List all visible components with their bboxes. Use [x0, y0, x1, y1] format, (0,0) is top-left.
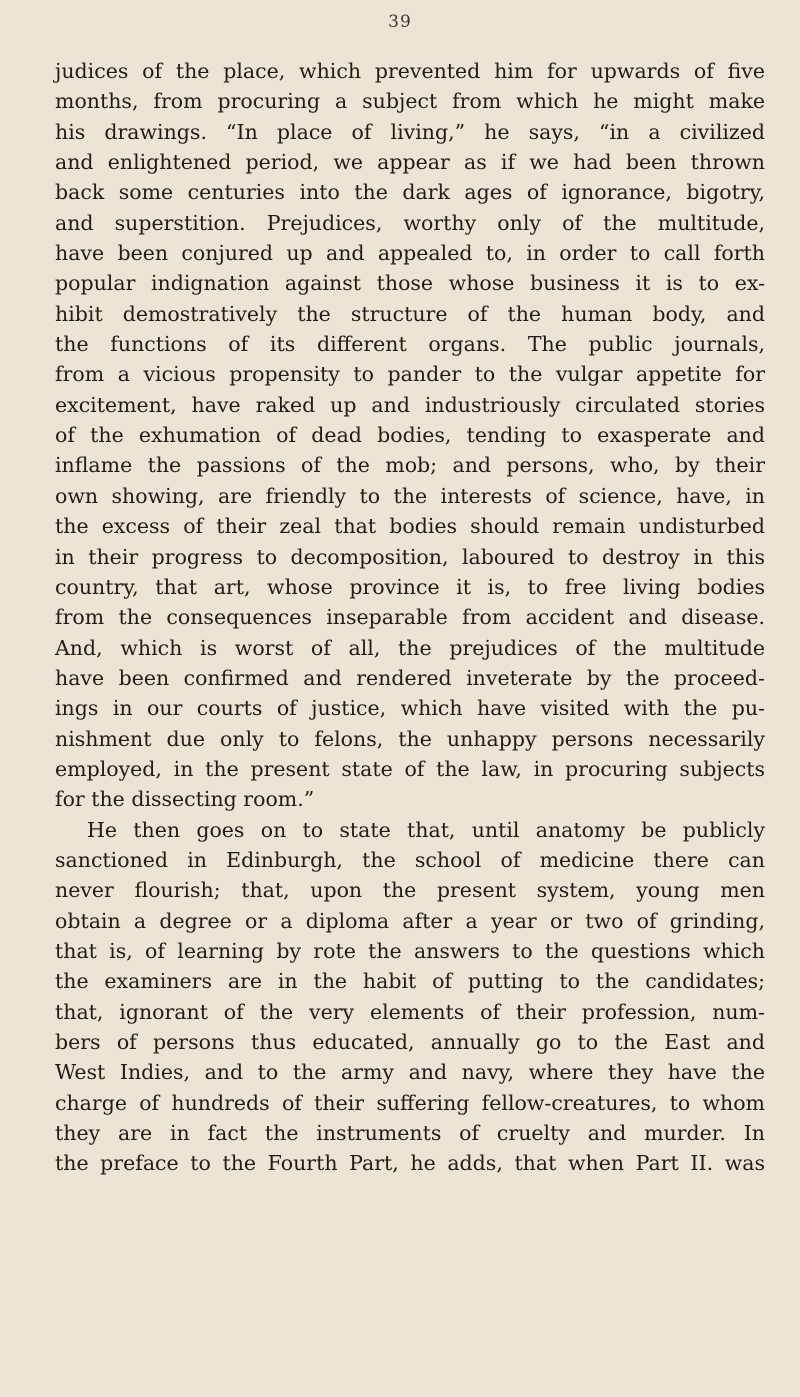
text-line: nishment due only to felons, the unhappy persons necessarily [55, 726, 765, 751]
text-line: in their progress to decomposition, laboured to destroy in this [55, 544, 765, 569]
text-line: sanctioned in Edinburgh, the school of medicine there can [55, 847, 765, 872]
text-line: they are in fact the instruments of cruelty and murder. In [55, 1121, 765, 1146]
text-line: country, that art, whose province it is, to free living bodies [55, 574, 765, 599]
text-line: from the consequences inseparable from accident and disease. [55, 605, 765, 630]
text-line: obtain a degree or a diploma after a year or two of grinding, [55, 908, 765, 933]
text-line: have been confirmed and rendered inveterate by the proceed- [55, 665, 765, 690]
text-line: the examiners are in the habit of putting to the candidates; [55, 969, 765, 994]
text-line: and enlightened period, we appear as if we had been thrown [55, 150, 765, 175]
text-line: charge of hundreds of their suffering fellow-creatures, to whom [55, 1090, 765, 1115]
text-line: have been conjured up and appealed to, in order to call forth [55, 241, 765, 266]
text-line: that is, of learning by rote the answers to the questions which [55, 938, 765, 963]
text-line: the preface to the Fourth Part, he adds, that when Part II. was [55, 1151, 765, 1176]
text-line: excitement, have raked up and industriously circulated stories [55, 392, 765, 417]
body-text [55, 56, 765, 1179]
text-line: his drawings. “In place of living,” he says, “in a civilized [55, 119, 765, 144]
text-line: the functions of its different organs. The public journals, [55, 332, 765, 357]
text-line: for the dissecting room.” [55, 787, 315, 812]
text-line: And, which is worst of all, the prejudices of the multitude [55, 635, 765, 660]
page-number: 39 [388, 12, 412, 32]
text-line: own showing, are friendly to the interests of science, have, in [55, 483, 765, 508]
text-line: hibit demostratively the structure of the human body, and [55, 301, 765, 326]
text-line: popular indignation against those whose business it is to ex- [55, 271, 765, 296]
text-line: judices of the place, which prevented him for upwards of five [55, 59, 765, 83]
text-line: from a vicious propensity to pander to the vulgar appetite for [55, 362, 765, 387]
text-line: ings in our courts of justice, which have visited with the pu- [55, 696, 765, 721]
text-line: inflame the passions of the mob; and persons, who, by their [55, 453, 765, 478]
text-line: of the exhumation of dead bodies, tending to exasperate and [55, 423, 765, 448]
text-line: bers of persons thus educated, annually go to the East and [55, 1030, 765, 1054]
text-line: West Indies, and to the army and navy, where they have the [55, 1060, 765, 1085]
text-line: and superstition. Prejudices, worthy only of the multitude, [55, 210, 765, 235]
text-line: the excess of their zeal that bodies should remain undisturbed [55, 514, 765, 539]
text-line: He then goes on to state that, until anatomy be publicly [87, 817, 765, 842]
text-line: back some centuries into the dark ages of ignorance, bigotry, [55, 180, 765, 205]
text-line: employed, in the present state of the law, in procuring subjects [55, 756, 765, 781]
text-line: never flourish; that, upon the present system, young men [55, 878, 765, 903]
text-line: that, ignorant of the very elements of their profession, num- [55, 999, 765, 1024]
text-line: months, from procuring a subject from which he might make [55, 89, 765, 114]
